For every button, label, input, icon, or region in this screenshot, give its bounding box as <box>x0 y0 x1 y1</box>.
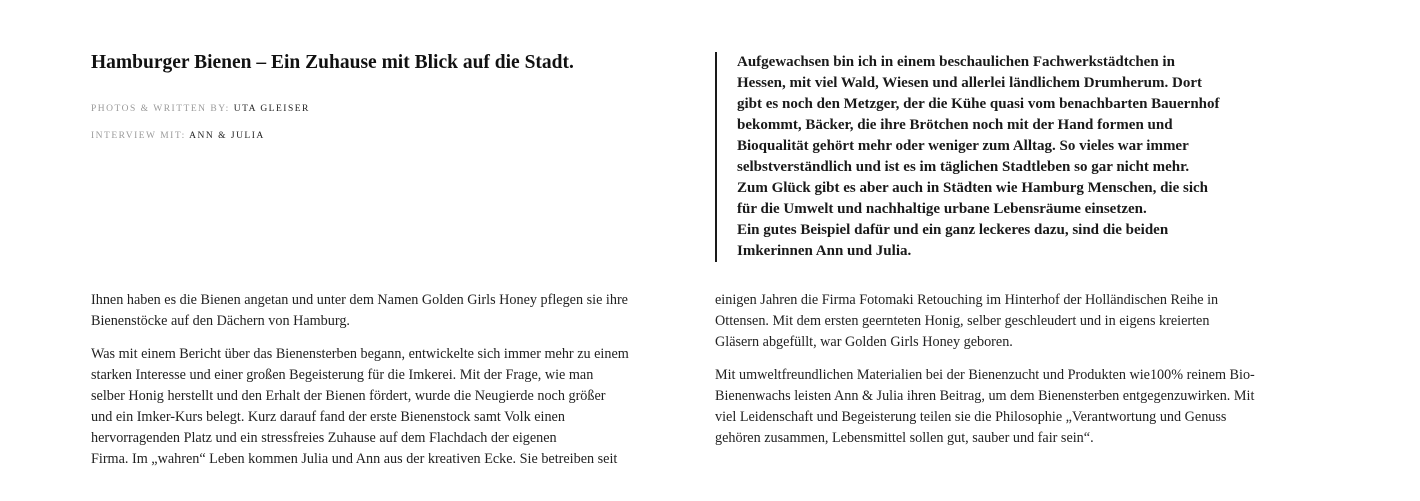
body-paragraph <box>91 290 691 332</box>
intro-line: für die Umwelt und nachhaltige urbane Lebensräume einsetzen. <box>737 201 1147 217</box>
intro-line: Aufgewachsen bin ich in einem beschaulichen Fachwerkstädtchen in <box>737 54 1175 70</box>
intro-line: bekommt, Bäcker, die ihre Brötchen noch mit der Hand formen und <box>737 117 1173 133</box>
intro-line: Bioqualität gehört mehr oder weniger zum Alltag. So vieles war immer <box>737 138 1189 154</box>
intro-line: Zum Glück gibt es aber auch in Städten wie Hamburg Menschen, die sich <box>737 180 1209 196</box>
intro-line: gibt es noch den Metzger, der die Kühe quasi vom benachbarten Bauernhof <box>737 96 1220 112</box>
credit-value: UTA GLEISER <box>233 104 310 114</box>
body-line: Firma. Im „wahren“ Leben kommen Julia und Ann aus der kreativen Ecke. Sie betreiben seit <box>91 451 618 467</box>
body-line: hervorragenden Platz und ein stressfreies Zuhause auf dem Flachdach der eigenen <box>91 430 557 446</box>
body-paragraph <box>715 365 1315 449</box>
intro-line: Ein gutes Beispiel dafür und ein ganz leckeres dazu, sind die beiden <box>737 222 1169 238</box>
body-line: starken Interesse und einer großen Begeisterung für die Imkerei. Mit der Frage, wie man <box>91 367 594 383</box>
body-paragraph <box>91 344 691 470</box>
credit-label: INTERVIEW MIT: <box>91 131 186 141</box>
article-title: Hamburger Bienen – Ein Zuhause mit Blick auf die Stadt. <box>91 52 574 73</box>
body-line: Mit umweltfreundlichen Materialien bei der Bienenzucht und Produkten wie100% reinem Bio- <box>715 367 1255 383</box>
body-column-right <box>715 290 1315 461</box>
body-line: und ein Imker-Kurs belegt. Kurz darauf fand der erste Bienenstock samt Volk einen <box>91 409 565 425</box>
body-line: viel Leidenschaft und Begeisterung teilen sie die Philosophie „Verantwortung und Genuss <box>715 409 1227 425</box>
body-line: Bienenwachs leisten Ann & Julia ihren Beitrag, um dem Bienensterben entgegenzuwirken. Mit <box>715 388 1255 404</box>
body-line: Gläsern abgefüllt, war Golden Girls Honey geboren. <box>715 334 1013 350</box>
credit-interview <box>91 129 265 143</box>
body-line: selber Honig herstellt und den Erhalt der Bienen fördert, wurde die Neugierde noch größer <box>91 388 606 404</box>
body-paragraph <box>715 290 1315 353</box>
intro-line: Hessen, mit viel Wald, Wiesen und allerlei ländlichem Drumherum. Dort <box>737 75 1202 91</box>
body-line: Ihnen haben es die Bienen angetan und unter dem Namen Golden Girls Honey pflegen sie ihre <box>91 292 628 308</box>
intro-line: selbstverständlich und ist es im täglichen Stadtleben so gar nicht mehr. <box>737 159 1190 175</box>
body-line: Was mit einem Bericht über das Bienensterben begann, entwickelte sich immer mehr zu einem <box>91 346 629 362</box>
body-line: Ottensen. Mit dem ersten geernteten Honig, selber geschleudert und in eigens kreierten <box>715 313 1210 329</box>
credit-value: ANN & JULIA <box>189 131 265 141</box>
body-line: gehören zusammen, Lebensmittel sollen gut, sauber und fair sein“. <box>715 430 1094 446</box>
intro-line: Imkerinnen Ann und Julia. <box>737 243 912 259</box>
credit-label: PHOTOS & WRITTEN BY: <box>91 104 230 114</box>
body-line: Bienenstöcke auf den Dächern von Hamburg. <box>91 313 350 329</box>
body-column-left <box>91 290 691 482</box>
credit-photos-written <box>91 102 310 116</box>
intro-quote <box>715 52 1305 262</box>
body-line: einigen Jahren die Firma Fotomaki Retouching im Hinterhof der Holländischen Reihe in <box>715 292 1219 308</box>
